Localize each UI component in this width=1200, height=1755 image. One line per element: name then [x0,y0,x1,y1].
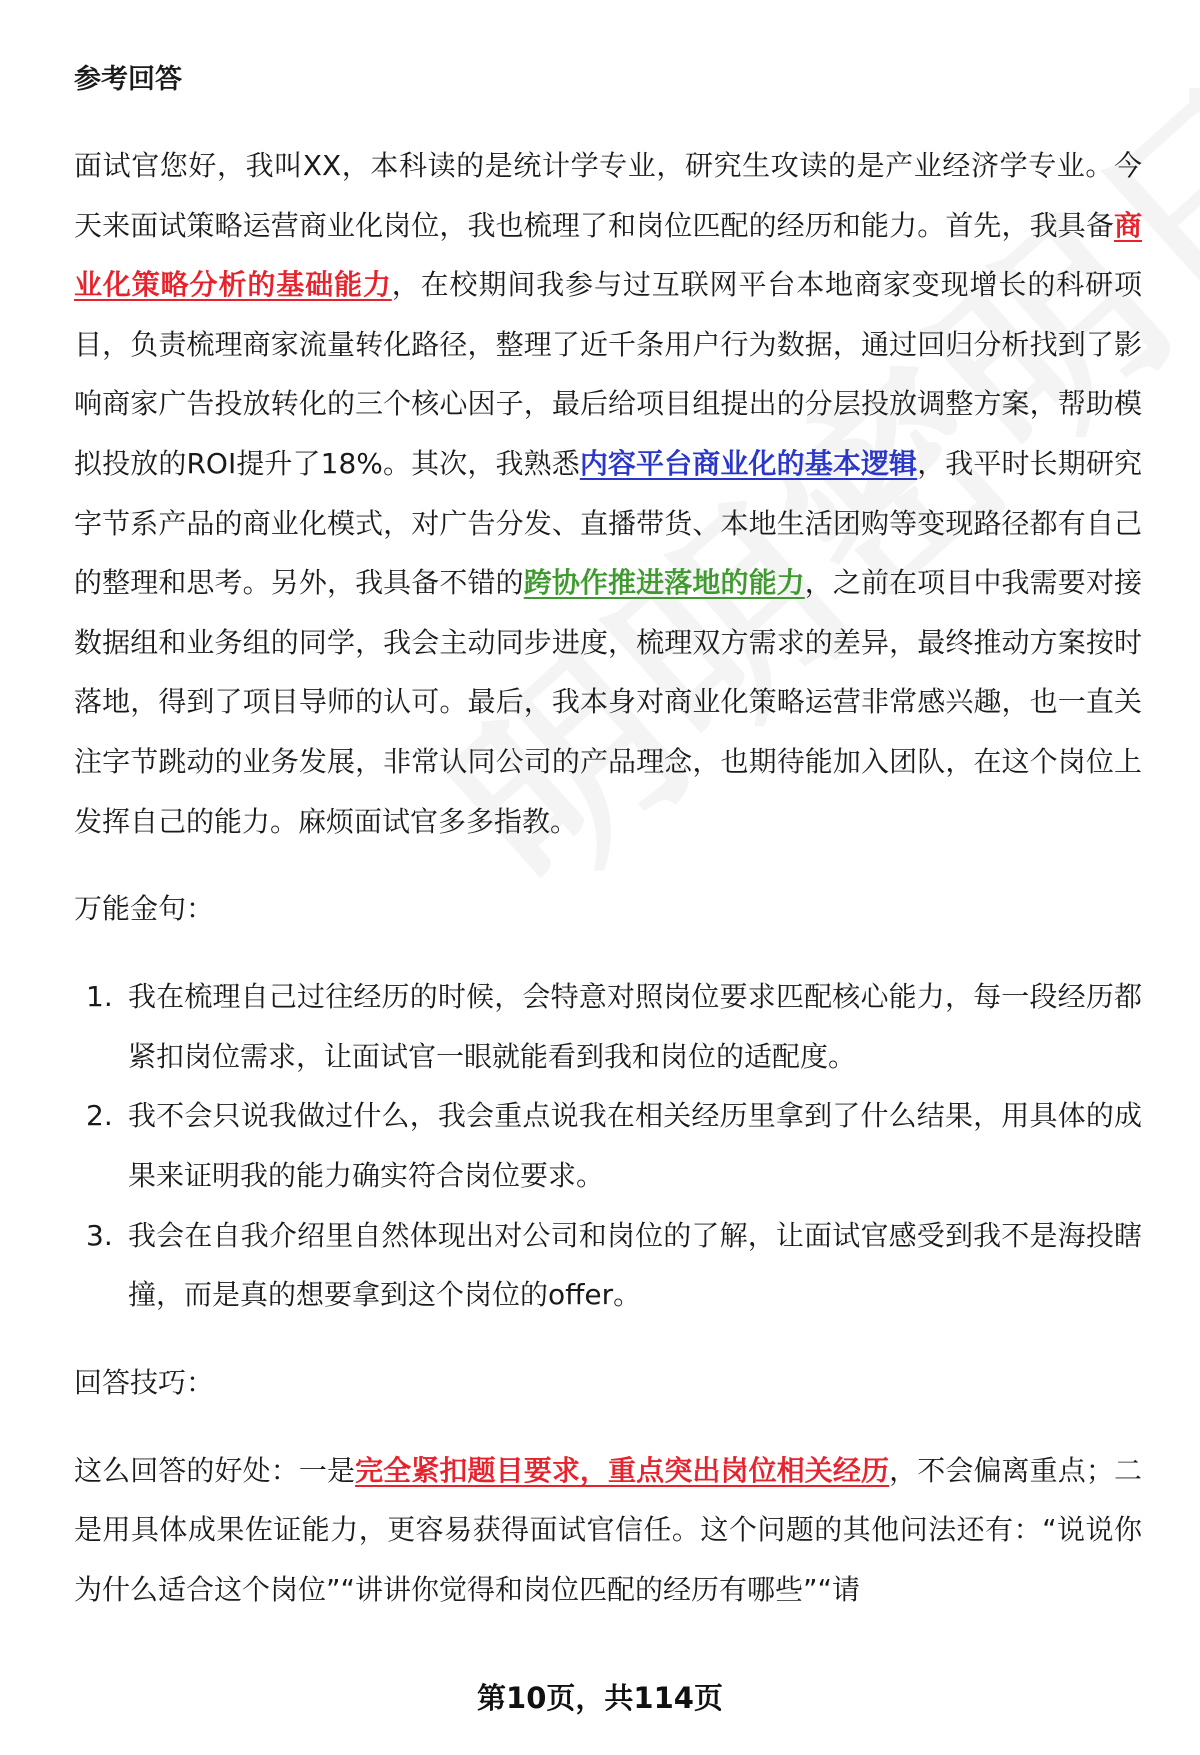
intro-paragraph [74,136,1142,851]
intro-text-1: 面试官您好，我叫XX，本科读的是统计学专业，研究生攻读的是产业经济学专业。今天来面试策略运营商业化岗位，我也梳理了和岗位匹配的经历和能力。首先，我具备 [74,149,1142,242]
list-number: 3. [86,1218,113,1252]
golden-sentences-label: 万能金句： [74,892,215,926]
list-number: 2. [86,1099,113,1133]
highlight-cross-collaboration: 跨协作推进落地的能力 [523,566,805,600]
section-title: 参考回答 [74,64,182,95]
highlight-commercial-strategy: 商业化策略分析的基础能力 [74,208,1142,302]
list-text: 我会在自我介绍里自然体现出对公司和岗位的了解，让面试官感受到我不是海投瞎撞，而是真的想要拿到这个岗位的offer。 [128,1218,1142,1312]
list-number: 1. [86,980,113,1014]
intro-text-2: ，在校期间我参与过互联网平台本地商家变现增长的科研项目，负责梳理商家流量转化路径，整理了近千条用户行为数据，通过回归分析找到了影响商家广告投放转化的三个核心因子，最后给项目组提出的分层投放调整方案，帮助模拟投放的ROI提升了18%。其次，我熟悉 [74,268,1142,480]
document-content [74,52,1142,1619]
page-number-footer: 第10页，共114页 [477,1681,723,1715]
list-item [74,967,1142,1086]
tips-paragraph [74,1441,1142,1620]
tips-text-1: 这么回答的好处：一是 [74,1453,356,1487]
tips-text-2: ，不会偏离重点；二是用具体成果佐证能力，更容易获得面试官信任。这个问题的其他问法还有：“说说你为什么适合这个岗位”“讲讲你觉得和岗位匹配的经历有哪些”“请 [74,1453,1142,1606]
list-item [74,1206,1142,1325]
highlight-focus-requirements: 完全紧扣题目要求，重点突出岗位相关经历 [355,1453,890,1487]
highlight-content-platform: 内容平台商业化的基本逻辑 [579,446,918,480]
list-text: 我不会只说我做过什么，我会重点说我在相关经历里拿到了什么结果，用具体的成果来证明我的能力确实符合岗位要求。 [128,1099,1142,1192]
list-item [74,1086,1142,1205]
intro-text-3: ，我平时长期研究字节系产品的商业化模式，对广告分发、直播带货、本地生活团购等变现路径都有自己的整理和思考。另外，我具备不错的 [74,446,1142,600]
golden-sentences-list [74,967,1142,1325]
tips-label: 回答技巧： [74,1365,215,1399]
intro-text-4: ，之前在项目中我需要对接数据组和业务组的同学，我会主动同步进度，梳理双方需求的差异，最终推动方案按时落地，得到了项目导师的认可。最后，我本身对商业化策略运营非常感兴趣，也一直关注字节跳动的业务发展，非常认同公司的产品理念，也期待能加入团队，在这个岗位上发挥自己的能力。麻烦面试官多多指教。 [74,566,1142,838]
list-text: 我在梳理自己过往经历的时候，会特意对照岗位要求匹配核心能力，每一段经历都紧扣岗位需求，让面试官一眼就能看到我和岗位的适配度。 [128,980,1142,1073]
